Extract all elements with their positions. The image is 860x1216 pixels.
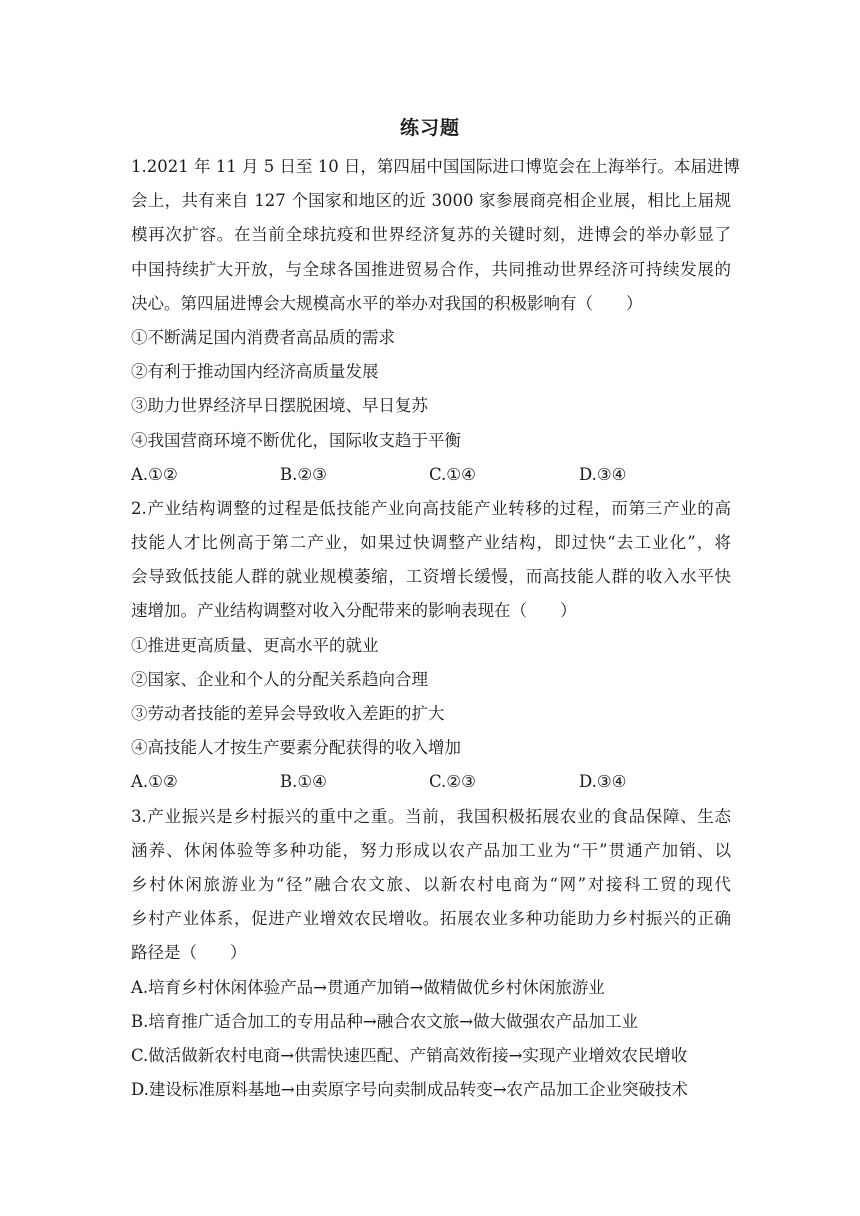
- question-stem-line: 1.2021 年 11 月 5 日至 10 日，第四届中国国际进口博览会在上海举行。本届进博: [131, 157, 740, 176]
- statement-item: ②国家、企业和个人的分配关系趋向合理: [131, 669, 428, 689]
- question-stem-line: 2.产业结构调整的过程是低技能产业向高技能产业转移的过程，而第三产业的高: [131, 498, 731, 518]
- option-d: D.③④: [579, 772, 627, 792]
- option-c: C.②③: [429, 772, 476, 792]
- question-1: [131, 150, 740, 492]
- question-stem-line: 会导致低技能人群的就业规模萎缩，工资增长缓慢，而高技能人群的收入水平快: [131, 567, 731, 587]
- page-title: 练习题: [399, 117, 460, 139]
- option-b: B.①④: [280, 772, 327, 792]
- question-stem-line: 涵养、休闲体验等多种功能，努力形成以农产品加工业为“干”贯通产加销、以: [131, 840, 731, 860]
- question-stem-line: 乡村休闲旅游业为“径”融合农文旅、以新农村电商为“网”对接科工贸的现代: [131, 874, 731, 894]
- question-stem-line: 速增加。产业结构调整对收入分配带来的影响表现在（ ）: [131, 601, 577, 621]
- question-stem-line: 3.产业振兴是乡村振兴的重中之重。当前，我国积极拓展农业的食品保障、生态: [131, 806, 731, 826]
- statement-item: ①推进更高质量、更高水平的就业: [131, 635, 379, 655]
- choice-b: B.培育推广适合加工的专用品种→融合农文旅→做大做强农产品加工业: [131, 1011, 639, 1031]
- question-3: [131, 800, 731, 1108]
- statement-item: ①不断满足国内消费者高品质的需求: [131, 327, 395, 347]
- answer-options: [131, 458, 731, 492]
- option-a: A.①②: [131, 464, 178, 484]
- option-a: A.①②: [131, 772, 178, 792]
- statement-item: ④我国营商环境不断优化，国际收支趋于平衡: [131, 430, 461, 450]
- question-stem-line: 路径是（ ）: [131, 943, 247, 963]
- question-stem-line: 中国持续扩大开放，与全球各国推进贸易合作，共同推动世界经济可持续发展的: [131, 259, 731, 279]
- choice-a: A.培育乡村休闲体验产品→贯通产加销→做精做优乡村休闲旅游业: [131, 977, 605, 997]
- question-2: [131, 492, 731, 800]
- option-d: D.③④: [579, 464, 627, 484]
- option-c: C.①④: [429, 464, 476, 484]
- answer-options: [131, 765, 731, 799]
- question-stem-line: 模再次扩容。在当前全球抗疫和世界经济复苏的关键时刻，进博会的举办彰显了: [131, 225, 731, 245]
- statement-item: ②有利于推动国内经济高质量发展: [131, 362, 379, 382]
- statement-item: ④高技能人才按生产要素分配获得的收入增加: [131, 738, 461, 758]
- question-stem-line: 技能人才比例高于第二产业，如果过快调整产业结构，即过快“去工业化”，将: [131, 533, 731, 553]
- choice-c: C.做活做新农村电商→供需快速匹配、产销高效衔接→实现产业增效农民增收: [131, 1045, 688, 1065]
- choice-d: D.建设标准原料基地→由卖原字号向卖制成品转变→农产品加工企业突破技术: [131, 1080, 689, 1100]
- statement-item: ③助力世界经济早日摆脱困境、早日复苏: [131, 396, 428, 416]
- option-b: B.②③: [280, 464, 327, 484]
- question-list: [131, 150, 740, 1107]
- question-stem-line: 乡村产业体系，促进产业增效农民增收。拓展农业多种功能助力乡村振兴的正确: [131, 909, 731, 929]
- question-stem-line: 决心。第四届进博会大规模高水平的举办对我国的积极影响有（ ）: [131, 293, 643, 313]
- question-stem-line: 会上，共有来自 127 个国家和地区的近 3000 家参展商亮相企业展，相比上届规: [131, 191, 731, 211]
- statement-item: ③劳动者技能的差异会导致收入差距的扩大: [131, 704, 445, 723]
